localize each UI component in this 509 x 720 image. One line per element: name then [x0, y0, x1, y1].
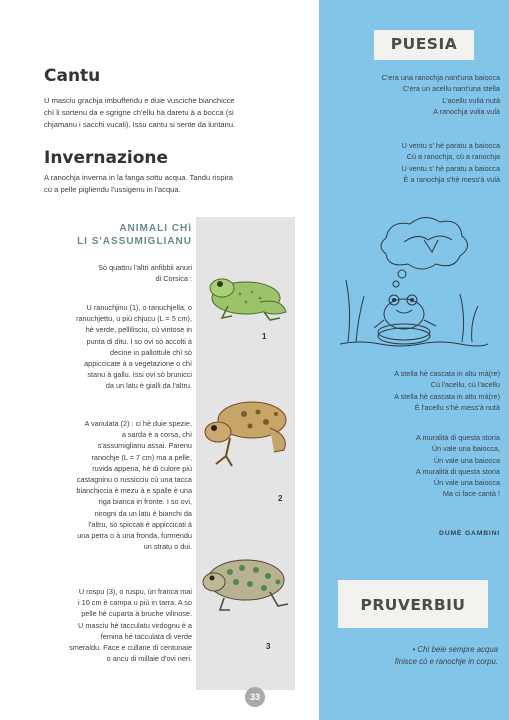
puesia-title: PUESIA — [390, 35, 458, 53]
animali-intro — [34, 262, 192, 284]
poem-author: DUMÈ GAMBINI — [439, 530, 500, 537]
text-line: s'assumiglianu assai. Parenu — [97, 441, 192, 451]
text-line: l'altru, sò spiccati è appiccicati à — [88, 519, 192, 529]
text-line: femina hè tacculata di verde — [100, 631, 192, 641]
proverb-line: finisce cù e ranochje in corpu. — [394, 657, 498, 666]
proverb-text — [320, 644, 498, 668]
poem-line: Ùn vale una baiocca — [433, 478, 500, 488]
poem-line: U ventu s' hè paratu a baiocca — [401, 163, 500, 173]
text-line: stanu à gallu. Issi ovi sò brunicci — [87, 370, 192, 380]
text-line: decine in pallottule chì sò — [110, 347, 192, 357]
poem-line: A stella hè cascata in altu mà(re) — [394, 369, 500, 378]
poem-line: Ùn vale una baiocca, — [431, 444, 500, 454]
poem-line: U ventu s' hè paratu a baiocca — [401, 141, 500, 150]
toad-illustration — [200, 548, 294, 618]
text-line: smeraldu. Face e cullane di centunaie — [69, 643, 192, 653]
text-line: nirogni da un latu è bianchi da — [94, 508, 192, 518]
poem-stanza-1 — [320, 72, 500, 117]
poem-line: A ranochja vulia vulà — [433, 106, 500, 116]
text-line: castagninu o russicciu cù una tacca — [76, 475, 192, 485]
text-line: ranuchjettu, u più chjucu (L = 5 cm), — [76, 314, 192, 324]
text-line: a sarda è a corsa, chì — [121, 430, 192, 440]
poem-line: Ùn vale una baiocca — [433, 455, 500, 465]
poem-line: L'acellu vulia nutà — [442, 95, 500, 105]
animali-title-line: LI S'ASSUMIGLIANU — [77, 236, 192, 247]
text-line: un stratu o dui. — [143, 542, 192, 552]
poem-stanza-3 — [320, 368, 500, 413]
invernazione-title: Invernazione — [44, 148, 169, 168]
text-line: hè verde, pellilisciu, cù vintose in — [85, 325, 192, 335]
text-line: U rospu (3), o ruspu, ùn franca mai — [78, 587, 192, 596]
poem-line: Cù l'acellu, cù l'acellu — [430, 380, 500, 390]
figure-number-1: 1 — [262, 332, 267, 341]
text-line: ranochje (L = 7 cm) ma a pelle, — [91, 452, 192, 462]
cantu-title: Cantu — [44, 66, 101, 86]
poem-line: C'era un acellu nant'una stella — [402, 84, 500, 94]
poem-stanza-4 — [320, 432, 500, 500]
cantu-text — [44, 95, 304, 131]
pruverbiu-title: PRUVERBIU — [360, 596, 466, 614]
text-line: da un latu è gialli da l'altru. — [105, 381, 192, 391]
figure-number-2: 2 — [278, 494, 283, 503]
text-line: bianchiccia è mezu à e spalle è una — [76, 486, 192, 496]
animali-title-line: ANIMALI CHì — [119, 223, 192, 234]
poem-line: A muralità di questa storia — [416, 433, 500, 442]
animali-title — [44, 222, 192, 248]
text-line: punta di ditu. I so ovi sò accolti à — [86, 336, 192, 346]
poem-stanza-2 — [320, 140, 500, 185]
poem-line: A muralità di questa storia — [416, 466, 500, 476]
text-line: o ancu di millaie d'ovi neri. — [106, 654, 192, 664]
poem-line: C'era una ranochja nant'una baiocca — [381, 73, 500, 82]
invernazione-line: cù a pelle pigliendu l'ussigenu in l'acqua. — [44, 185, 181, 194]
variulata-text — [34, 418, 192, 552]
proverb-line: • Chì beie sempre acqua — [412, 645, 498, 654]
text-line: appiccicate à a vegetazione o chì — [84, 359, 192, 369]
rospu-text — [34, 586, 192, 664]
cantu-line: U masciu grachja imbuffendu e duie vusciche bianchicce — [44, 96, 235, 105]
ranuchjinu-text — [34, 302, 192, 392]
poem-line: È l'acellu s'hè mess'à nutà — [414, 402, 500, 412]
invernazione-line: A ranochja inverna in la fanga sottu acqua. Tandu rispira — [44, 173, 233, 182]
intro-line: di Corsica : — [155, 274, 192, 284]
frog-dreaming-drawing — [340, 210, 488, 350]
text-line: riga bianca in fronte. I so ovi, — [98, 497, 192, 507]
cantu-line: chjamanu i sacchi vucali). Issu cantu si sente da luntanu. — [44, 120, 236, 129]
poem-line: È a ranochja s'hè mess'à vulà — [403, 174, 500, 184]
text-line: A variulata (2) : ci hè duie spezie, — [84, 419, 192, 428]
cantu-line: chì li sortenu da e sgrigne ch'ellu hà daretu à a bocca (si — [44, 108, 234, 117]
text-line: pelle hè cuparta à bruche vilinose. — [81, 609, 192, 619]
text-line: U masciu hè tacculatu virdognu è a — [78, 620, 192, 630]
page-number: 33 — [245, 687, 265, 707]
spotted-frog-illustration — [200, 390, 294, 470]
text-line: ruvida appena, hè di culore più — [92, 463, 192, 473]
poem-line: Cù a ranochja, cù a ranochja — [406, 152, 500, 162]
invernazione-text — [44, 172, 304, 196]
text-line: U ranuchjinu (1), o ranuchjella, o — [86, 303, 192, 312]
poem-line: Ma ci face cantà ! — [442, 489, 500, 499]
text-line: una petra o à una fronda, furmendu — [77, 531, 192, 541]
text-line: i 10 cm è campa u più in tarra. A so — [78, 598, 192, 608]
tree-frog-illustration — [200, 262, 292, 324]
figure-number-3: 3 — [266, 642, 271, 651]
intro-line: Sò quattru l'altri anfibbii anuri — [98, 263, 192, 272]
poem-line: A stella hè cascata in altu mà(re) — [394, 391, 500, 401]
